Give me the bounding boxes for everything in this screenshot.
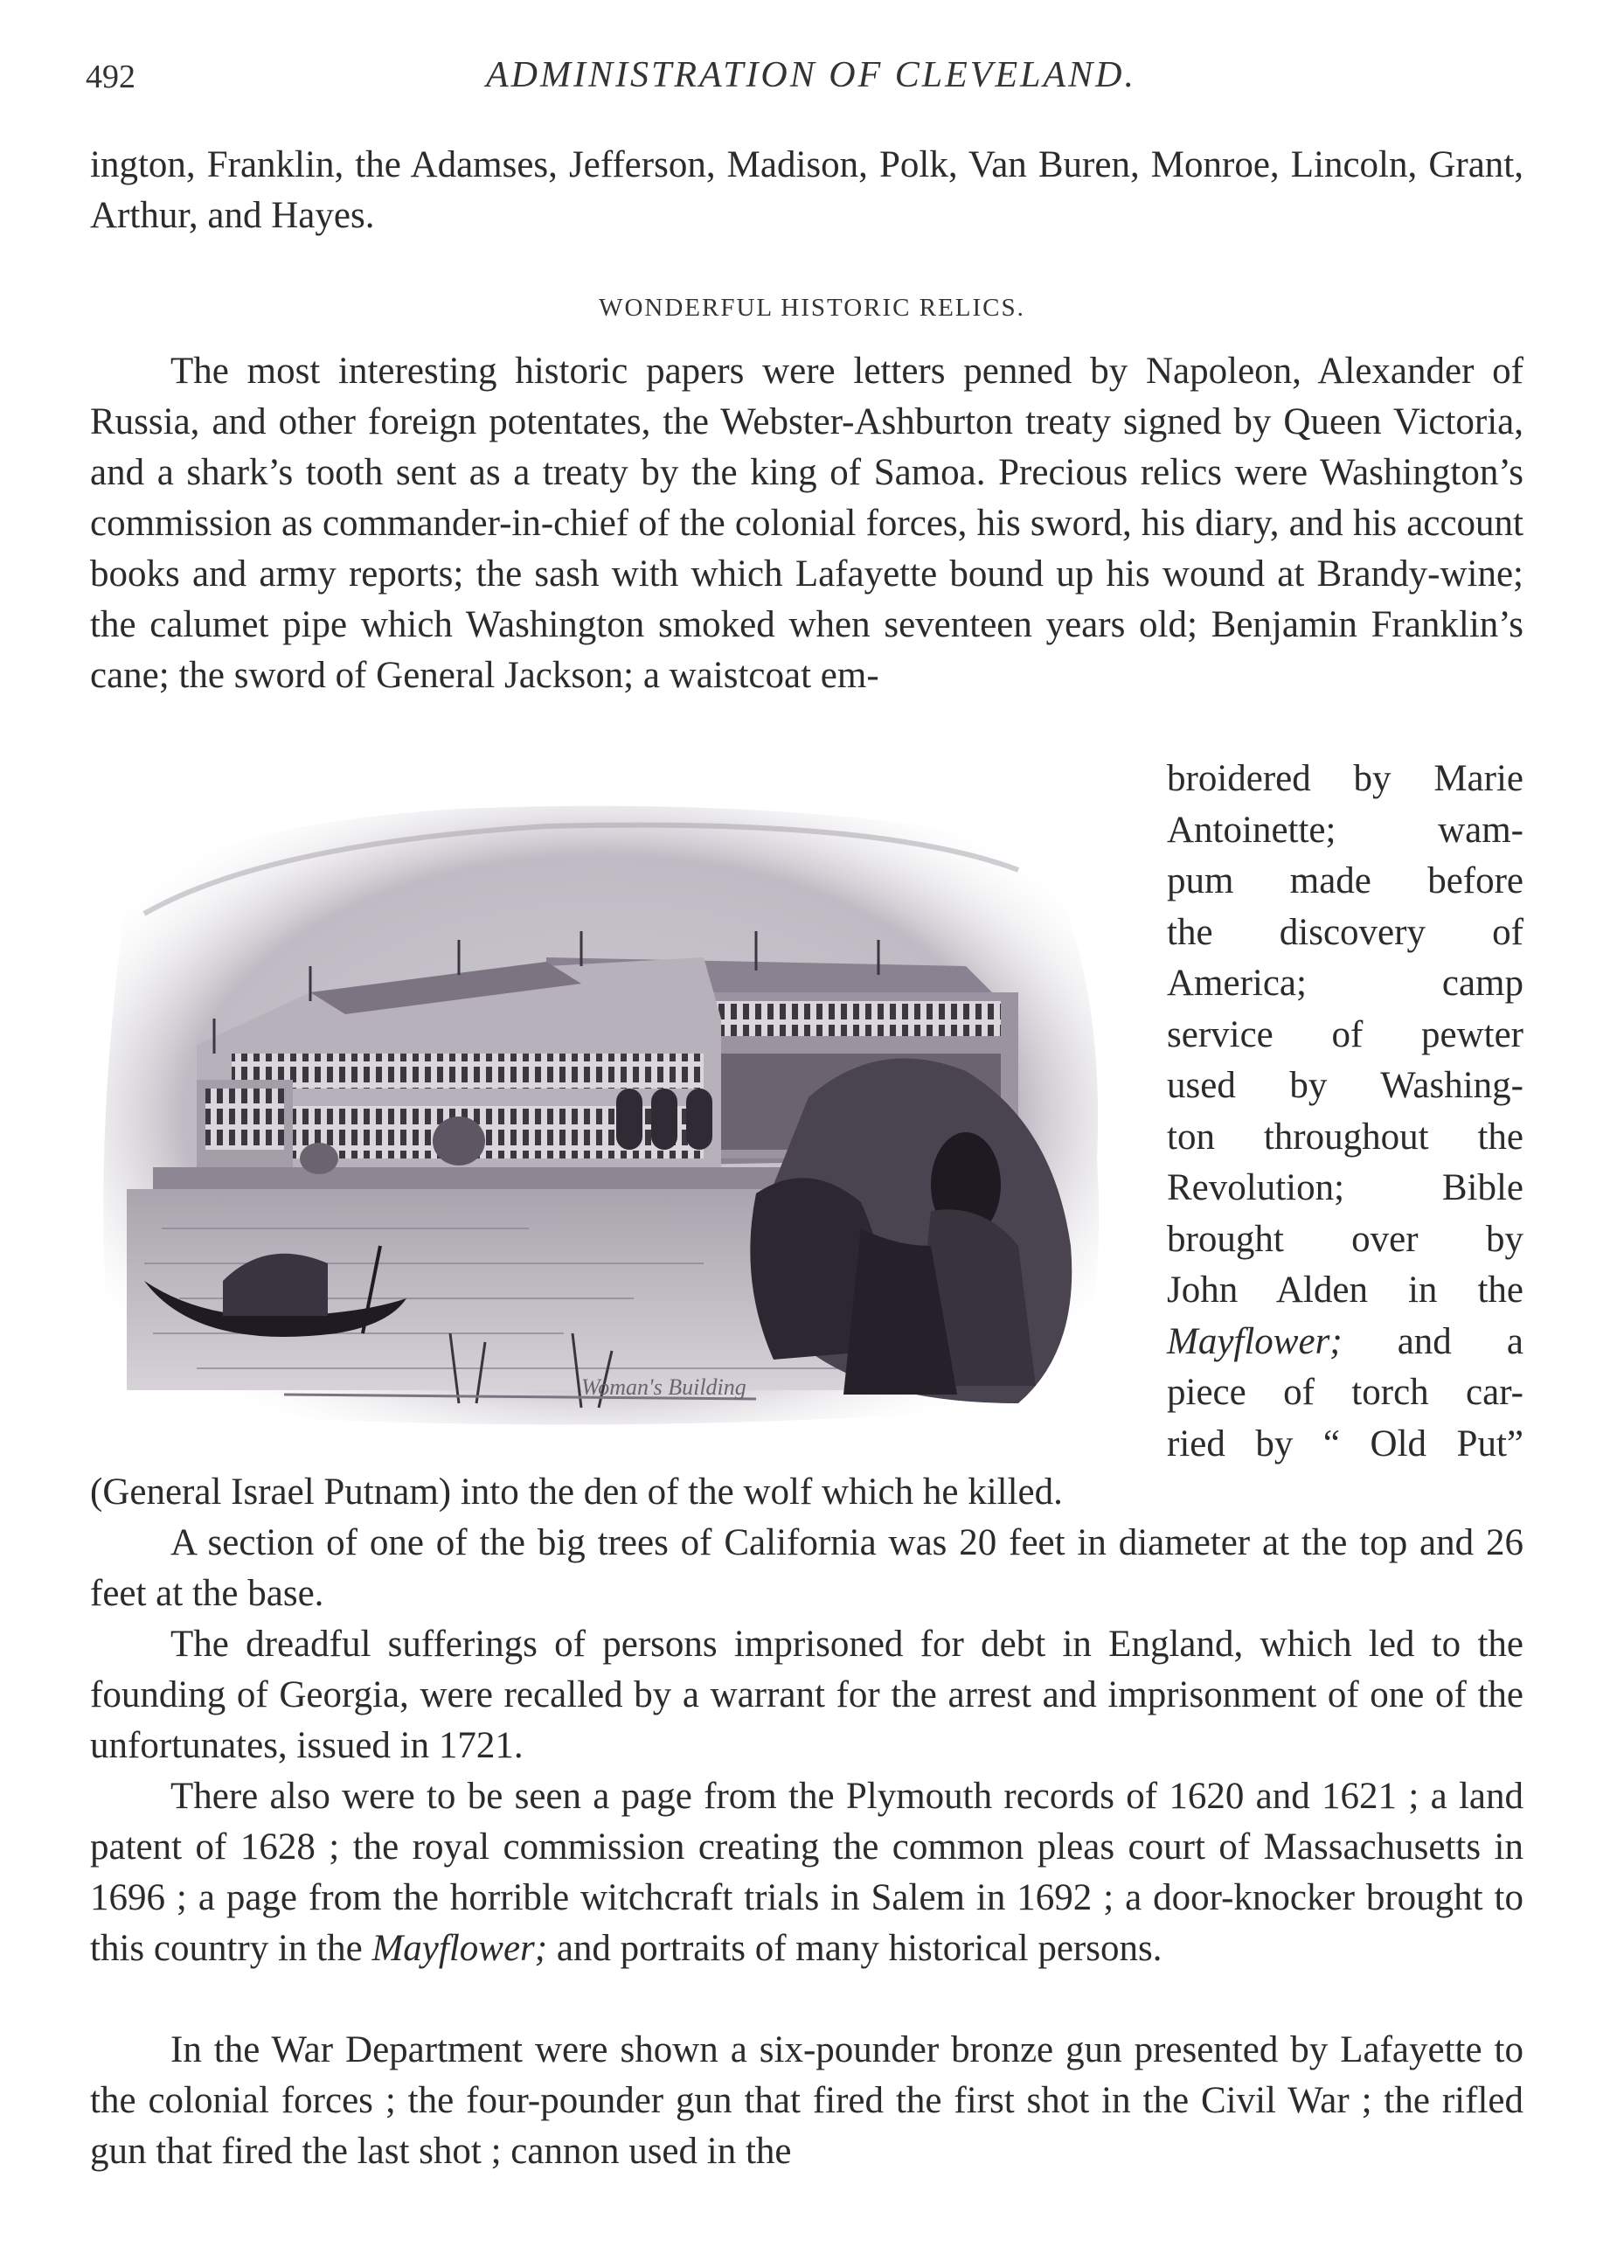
mayflower-italic: Mayflower; <box>1167 1320 1343 1362</box>
page-number: 492 <box>86 59 135 95</box>
wrapped-line: service of pewter <box>1167 1013 1523 1055</box>
wrapped-line: ried by “ Old Put” <box>1167 1423 1523 1464</box>
wrapped-line: piece of torch car- <box>1167 1372 1523 1413</box>
relics-paragraph-closing: (General Israel Putnam) into the den of the wolf which he killed. <box>90 1471 1063 1513</box>
plymouth-text-end: and portraits of many historical persons. <box>547 1928 1162 1969</box>
page-header <box>86 54 1537 107</box>
wrapped-line: America; camp <box>1167 963 1523 1004</box>
wrapped-line: the discovery of <box>1167 911 1523 953</box>
plymouth-text: There also were to be seen a page from the Plymouth records of 1620 and 1621 ; a land patent of 1628 ; the royal commission creating the common pleas court of Massachusetts in 1696 ; a page from the horrible witchcraft trials in Salem in 1692 ; a door-knocker brought to this country in the <box>90 1776 1523 1969</box>
wrapped-line: ton throughout the <box>1167 1116 1523 1158</box>
illustration-caption: Woman's Building <box>581 1374 746 1400</box>
wrapped-line: Antoinette; wam- <box>1167 809 1523 851</box>
womans-building-illustration <box>92 791 1123 1443</box>
plymouth-mayflower: Mayflower; <box>371 1928 548 1969</box>
wrapped-line: used by Washing- <box>1167 1065 1523 1106</box>
running-head: ADMINISTRATION OF CLEVELAND. <box>486 55 1136 95</box>
relics-wrapped-column <box>1167 754 1523 1470</box>
big-trees-paragraph: A section of one of the big trees of California was 20 feet in diameter at the top and 26 feet at the base. <box>90 1522 1523 1614</box>
wrapped-line: Revolution; Bible <box>1167 1167 1523 1208</box>
relics-paragraph: The most interesting historic papers were letters penned by Napoleon, Alexander of Russia, and other foreign potentates, the Webster-Ashburton treaty signed by Queen Victoria, and a shark’s tooth sent as a treaty by the king of Samoa. Precious relics were Washington’s commission as commander-in-chief of the colonial forces, his sword, his diary, and his account books and army reports; the sash with which Lafayette bound up his wound at Brandy-wine; the calumet pipe which Washington smoked when seventeen years old; Benjamin Franklin’s cane; the sword of General Jackson; a waistcoat em- <box>90 351 1523 696</box>
mayflower-rest: and a <box>1342 1320 1523 1362</box>
wrapped-line: broidered by Marie <box>1167 758 1523 799</box>
wrapped-line: pum made before <box>1167 860 1523 901</box>
wrapped-line-mayflower <box>1167 1317 1523 1368</box>
war-department-paragraph: In the War Department were shown a six-pounder bronze gun presented by Lafayette to the colonial forces ; the four-pounder gun that fired the first shot in the Civil War ; the rifled gun that fired the last shot ; cannon used in the <box>90 2029 1523 2172</box>
debt-paragraph: The dreadful sufferings of persons imprisoned for debt in England, which led to the founding of Georgia, were recalled by a warrant for the arrest and imprisonment of one of the unfortunates, issued in 1721. <box>90 1624 1523 1766</box>
opening-paragraph: ington, Franklin, the Adamses, Jefferson, Madison, Polk, Van Buren, Monroe, Lincoln, Grant, Arthur, and Hayes. <box>90 144 1523 236</box>
wrapped-line: John Alden in the <box>1167 1270 1523 1311</box>
section-heading: WONDERFUL HISTORIC RELICS. <box>599 294 1025 322</box>
wrapped-line: brought over by <box>1167 1218 1523 1260</box>
plymouth-paragraph <box>90 1771 1523 1974</box>
